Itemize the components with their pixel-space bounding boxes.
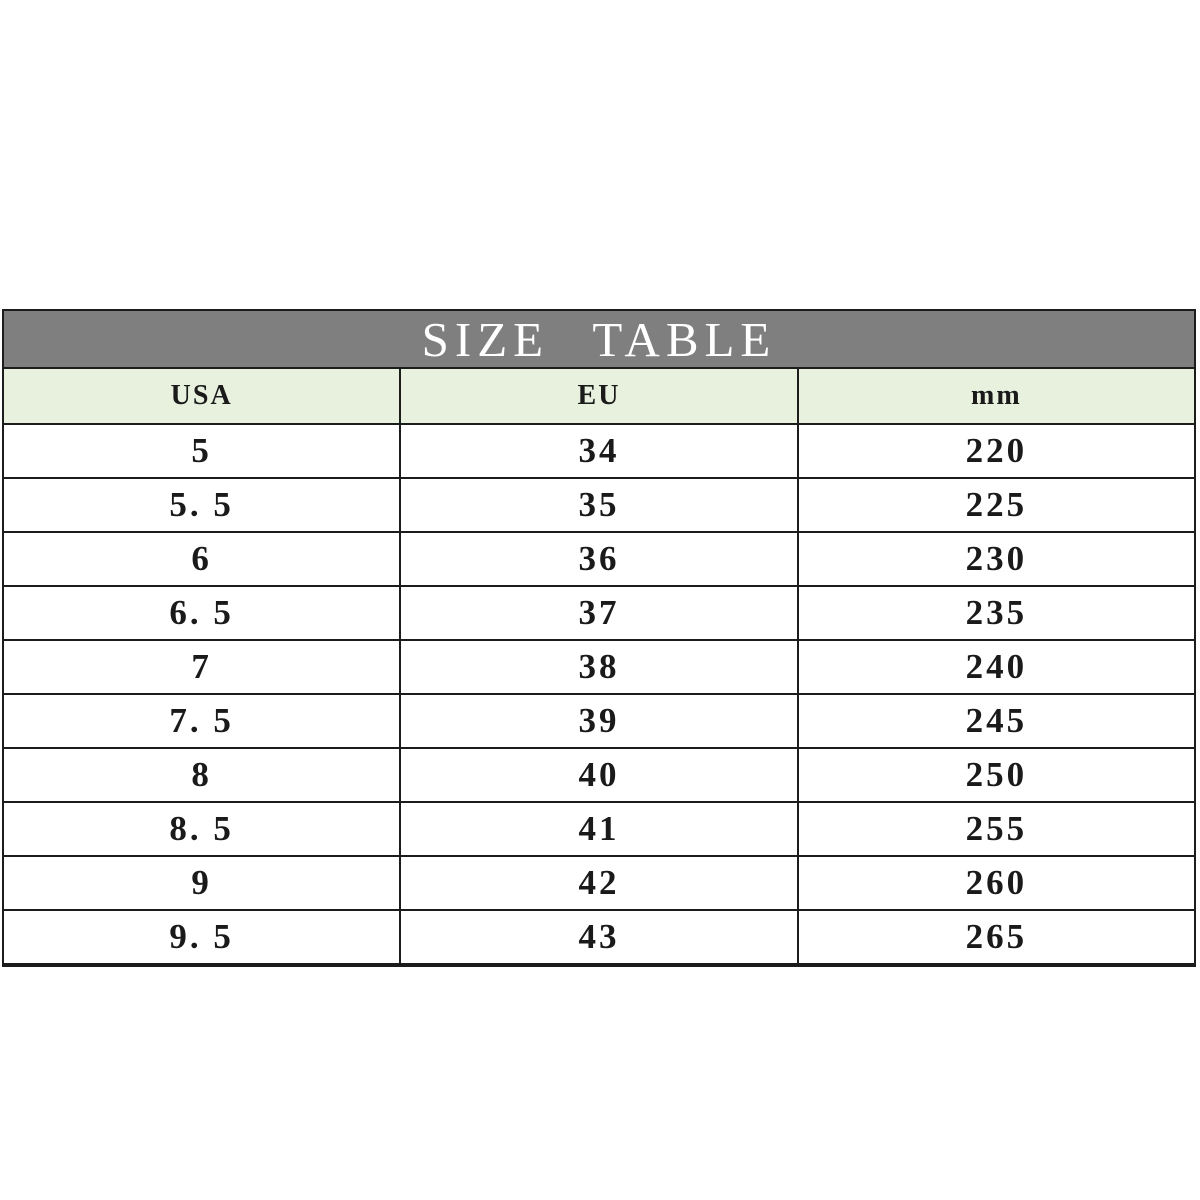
eu-size-cell: 34 [400,424,797,478]
mm-size-cell: 240 [798,640,1195,694]
mm-size-cell: 260 [798,856,1195,910]
size-table-row [3,478,1195,532]
mm-size-cell: 245 [798,694,1195,748]
usa-size-cell: 7. 5 [3,694,400,748]
size-table-row [3,802,1195,856]
usa-size-cell: 8. 5 [3,802,400,856]
size-table [2,367,1196,967]
usa-size-cell: 6. 5 [3,586,400,640]
size-table-title: SIZE TABLE [421,311,777,367]
size-table-row [3,640,1195,694]
mm-size-cell: 230 [798,532,1195,586]
eu-size-cell: 43 [400,910,797,965]
eu-size-cell: 36 [400,532,797,586]
size-table-header-row [3,368,1195,424]
mm-size-cell: 265 [798,910,1195,965]
column-header-usa: USA [3,368,400,424]
column-header-eu: EU [400,368,797,424]
usa-size-cell: 6 [3,532,400,586]
size-table-row [3,586,1195,640]
usa-size-cell: 9. 5 [3,910,400,965]
eu-size-cell: 40 [400,748,797,802]
mm-size-cell: 255 [798,802,1195,856]
mm-size-cell: 225 [798,478,1195,532]
size-table-row [3,856,1195,910]
eu-size-cell: 42 [400,856,797,910]
usa-size-cell: 5. 5 [3,478,400,532]
usa-size-cell: 8 [3,748,400,802]
usa-size-cell: 5 [3,424,400,478]
eu-size-cell: 41 [400,802,797,856]
usa-size-cell: 7 [3,640,400,694]
mm-size-cell: 250 [798,748,1195,802]
size-chart [2,309,1196,967]
eu-size-cell: 39 [400,694,797,748]
size-table-row [3,424,1195,478]
mm-size-cell: 220 [798,424,1195,478]
size-table-title-bar [2,309,1196,367]
column-header-mm: mm [798,368,1195,424]
size-table-row [3,694,1195,748]
size-table-row [3,910,1195,965]
usa-size-cell: 9 [3,856,400,910]
eu-size-cell: 37 [400,586,797,640]
eu-size-cell: 38 [400,640,797,694]
size-table-row [3,532,1195,586]
size-table-row [3,748,1195,802]
eu-size-cell: 35 [400,478,797,532]
mm-size-cell: 235 [798,586,1195,640]
